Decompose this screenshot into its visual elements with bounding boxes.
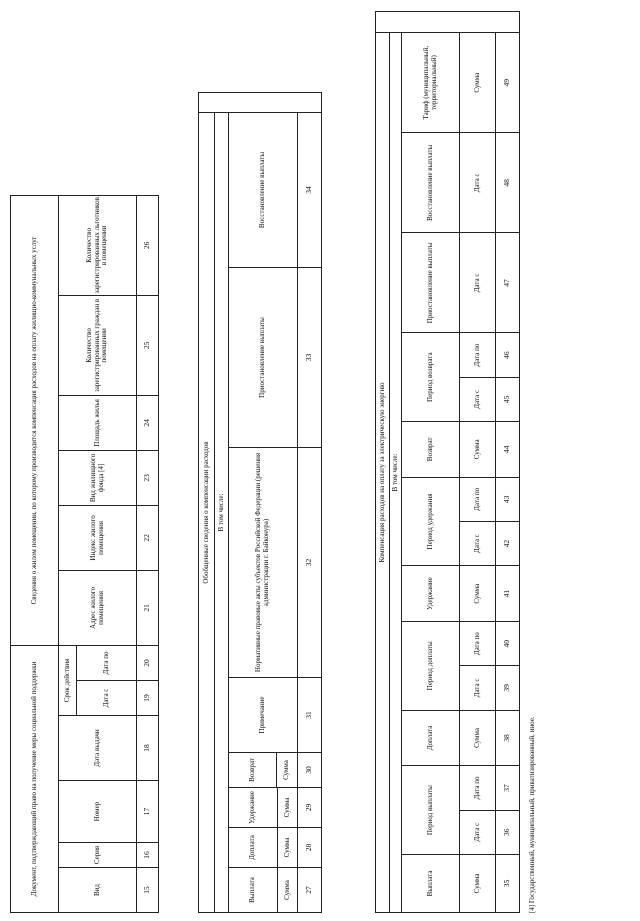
col-num: 16 <box>137 843 159 868</box>
col-num: 22 <box>137 505 159 570</box>
table-document-and-dwelling <box>10 97 159 913</box>
header-data-s: Дата с <box>460 522 496 566</box>
header-summa: Сумма <box>460 710 496 766</box>
col-num: 42 <box>496 522 520 566</box>
header-norm-acts: Нормативные правовые акты субъектов Российской Федерации (решения администрации г. Байконура) <box>229 448 298 678</box>
table3-vt-chisle: В том числе: <box>390 33 402 913</box>
col-num: 49 <box>496 33 520 133</box>
header-data-po: Дата по <box>460 477 496 521</box>
header-vozvrat: Возврат <box>402 421 460 477</box>
col-num: 17 <box>137 781 159 843</box>
col-num: 37 <box>496 766 520 810</box>
col-num: 44 <box>496 421 520 477</box>
header-ploshad: Площадь жилья <box>59 395 137 450</box>
header-vozvrat: Возврат <box>229 753 277 788</box>
header-vyplata: Выплата <box>229 868 278 913</box>
col-num: 46 <box>496 333 520 377</box>
header-data-po: Дата по <box>77 645 137 680</box>
col-num: 39 <box>496 666 520 710</box>
header-vyplata: Выплата <box>402 854 460 912</box>
header-summa: Сумма <box>460 566 496 622</box>
col-num: 25 <box>137 295 159 395</box>
col-num: 45 <box>496 377 520 421</box>
col-num: 15 <box>137 868 159 913</box>
header-data-s: Дата с <box>77 681 137 716</box>
header-data-vydachi: Дата выдачи <box>59 716 137 781</box>
header-seriya: Серия <box>59 843 137 868</box>
header-summa: Сумма <box>460 854 496 912</box>
header-data-po: Дата по <box>460 333 496 377</box>
header-data-s: Дата с <box>460 666 496 710</box>
header-data-po: Дата по <box>460 766 496 810</box>
col-num: 32 <box>298 448 322 678</box>
header-period-vyplaty: Период выплаты <box>402 766 460 854</box>
header-data-s: Дата с <box>460 133 496 233</box>
header-summa: Сумма <box>278 868 298 913</box>
col-num: 43 <box>496 477 520 521</box>
header-primechanie: Примечание <box>229 678 298 753</box>
table2-title: Обобщенные сведения о компенсации расходов <box>199 113 215 913</box>
header-period-uderzhaniya: Период удержания <box>402 477 460 565</box>
header-kol-grazhdan: Количество зарегистрированных граждан в помещении <box>59 295 137 395</box>
table-compensation-summary <box>198 92 322 913</box>
header-summa: Сумма <box>460 33 496 133</box>
header-kol-lgotnikov: Количество зарегистрированных льготников в помещении <box>59 195 137 295</box>
col-num: 31 <box>298 678 322 753</box>
header-doplata: Доплата <box>402 710 460 766</box>
col-num: 34 <box>298 113 322 268</box>
header-data-s: Дата с <box>460 810 496 854</box>
header-summa: Сумма <box>277 753 298 788</box>
col-num: 41 <box>496 566 520 622</box>
col-num: 29 <box>298 788 322 828</box>
header-vid-fonda: Вид жилищного фонда [4] <box>59 450 137 505</box>
header-period-vozvrata: Период возврата <box>402 333 460 421</box>
header-data-s: Дата с <box>460 377 496 421</box>
header-address: Адрес жилого помещения <box>59 570 137 645</box>
footnote: [4] Государственный, муниципальный, приватизированный, иное. <box>528 716 536 913</box>
header-vosstanovlenie: Восстановление выплаты <box>229 113 298 268</box>
header-priostanovlenie: Приостановление выплаты <box>402 233 460 333</box>
header-tarif: Тариф (муниципальный, территориальный) <box>402 33 460 133</box>
header-summa: Сумма <box>278 828 298 868</box>
blank-cell <box>11 97 159 195</box>
header-srok: Срок действия <box>59 645 77 715</box>
blank-cell <box>199 93 322 113</box>
col-num: 26 <box>137 195 159 295</box>
col-num: 47 <box>496 233 520 333</box>
header-uderzhanie: Удержание <box>402 566 460 622</box>
header-vosstanovlenie: Восстановление выплаты <box>402 133 460 233</box>
col-num: 24 <box>137 395 159 450</box>
header-dwelling-group: Сведения о жилом помещении, по которому производится компенсация расходов на оплату жилищно-коммунальных услуг <box>11 195 59 645</box>
header-index: Индекс жилого помещения <box>59 505 137 570</box>
col-num: 28 <box>298 828 322 868</box>
table3-title: Компенсация расходов на оплату за электрическую энергию <box>376 33 390 913</box>
header-nomer: Номер <box>59 781 137 843</box>
header-document-group: Документ, подтверждающий право на получение меры социальной поддержки <box>11 645 59 912</box>
col-num: 30 <box>298 753 322 788</box>
col-num: 27 <box>298 868 322 913</box>
col-num: 48 <box>496 133 520 233</box>
header-summa: Сумма <box>460 421 496 477</box>
col-num: 40 <box>496 622 520 666</box>
header-summa: Сумма <box>278 788 298 828</box>
table-electricity-compensation <box>375 11 520 913</box>
col-num: 36 <box>496 810 520 854</box>
header-doplata: Доплата <box>229 828 278 868</box>
col-num: 21 <box>137 570 159 645</box>
col-num: 33 <box>298 268 322 448</box>
col-num: 38 <box>496 710 520 766</box>
blank-cell <box>376 12 520 33</box>
col-num: 19 <box>137 681 159 716</box>
header-priostanovlenie: Приостановление выплаты <box>229 268 298 448</box>
header-vid: Вид <box>59 868 137 913</box>
header-data-po: Дата по <box>460 622 496 666</box>
table2-vt-chisle: В том числе: <box>215 113 229 913</box>
col-num: 23 <box>137 450 159 505</box>
header-uderzhanie: Удержание <box>229 788 278 828</box>
col-num: 35 <box>496 854 520 912</box>
col-num: 20 <box>137 645 159 680</box>
col-num: 18 <box>137 716 159 781</box>
header-period-doplaty: Период доплаты <box>402 622 460 710</box>
header-data-s: Дата с <box>460 233 496 333</box>
